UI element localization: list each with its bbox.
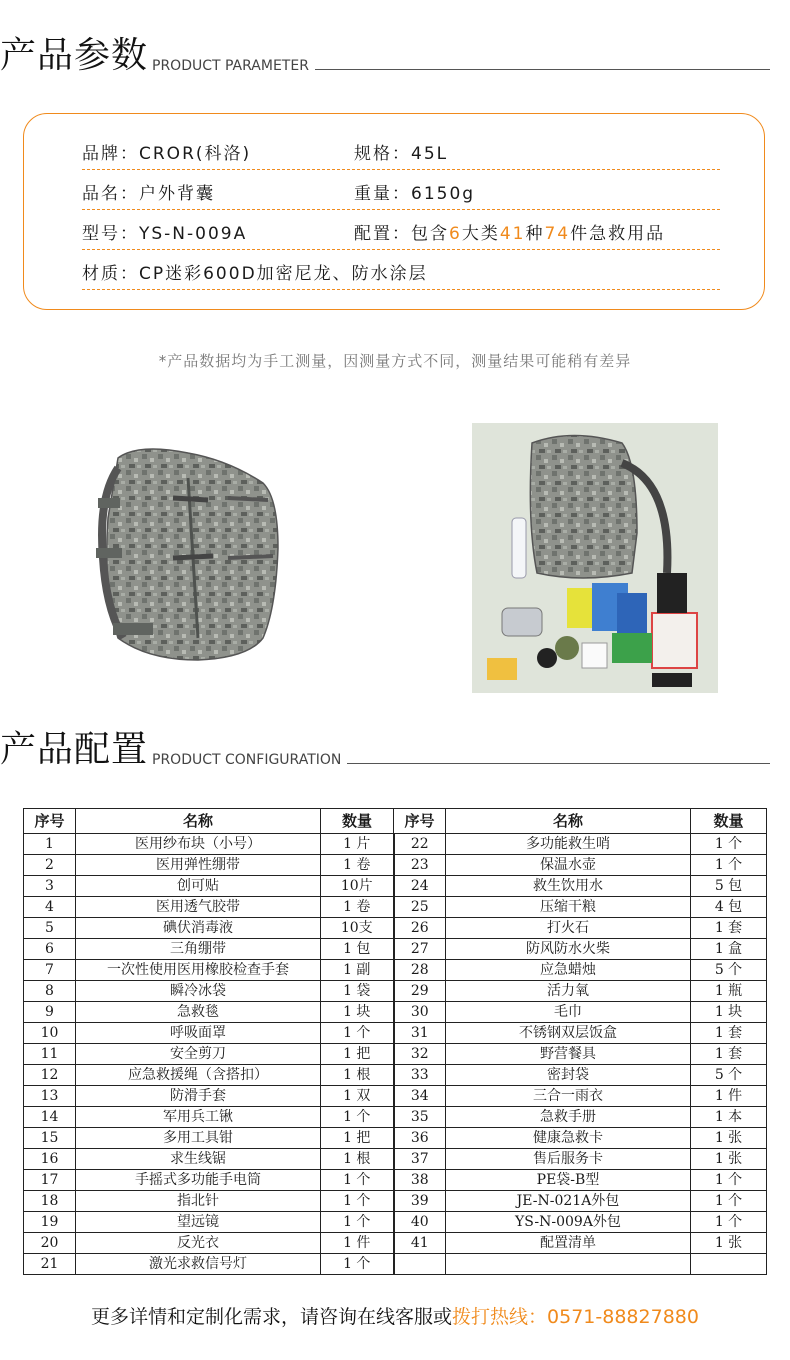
param-label: 材质： (82, 264, 139, 284)
cell-index: 17 (24, 1170, 76, 1191)
cell-quantity: 5 包 (691, 876, 767, 897)
param-label: 品名： (82, 184, 139, 204)
cell-name: 压缩干粮 (446, 897, 691, 918)
cell-name: 野营餐具 (446, 1044, 691, 1065)
cell-index: 39 (394, 1191, 446, 1212)
header-index: 序号 (24, 809, 76, 834)
cell-quantity: 1 卷 (321, 897, 394, 918)
cell-quantity: 1 块 (691, 1002, 767, 1023)
table-row (24, 1170, 767, 1191)
param-row-name (82, 171, 720, 210)
config-title-en: PRODUCT CONFIGURATION (152, 752, 342, 768)
backpack-contents-photo (472, 423, 718, 693)
table-row (24, 939, 767, 960)
cell-index: 5 (24, 918, 76, 939)
cell-quantity: 1 本 (691, 1107, 767, 1128)
table-row (24, 1023, 767, 1044)
cell-index: 15 (24, 1128, 76, 1149)
table-header-row (24, 809, 767, 834)
cell-index: 4 (24, 897, 76, 918)
cell-index: 24 (394, 876, 446, 897)
table-row (24, 834, 767, 855)
cell-quantity: 1 个 (691, 855, 767, 876)
table-row (24, 1191, 767, 1212)
cell-quantity: 1 个 (321, 1254, 394, 1275)
table-row (24, 1086, 767, 1107)
config-number: 41 (499, 224, 526, 244)
param-title-cn: 产品参数 (0, 35, 149, 76)
footer-text: 更多详情和定制化需求，请咨询在线客服或 (91, 1306, 453, 1328)
param-label: 品牌： (82, 144, 139, 164)
cell-quantity: 1 个 (321, 1023, 394, 1044)
cell-quantity: 1 根 (321, 1149, 394, 1170)
param-value: 45L (411, 144, 449, 164)
cell-name: 瞬冷冰袋 (76, 981, 321, 1002)
header-quantity: 数量 (321, 809, 394, 834)
cell-index: 3 (24, 876, 76, 897)
cell-name: 创可贴 (76, 876, 321, 897)
cell-quantity: 1 双 (321, 1086, 394, 1107)
cell-name: 激光求救信号灯 (76, 1254, 321, 1275)
backpack-side-photo (78, 438, 308, 673)
cell-index: 40 (394, 1212, 446, 1233)
cell-quantity: 1 个 (321, 1170, 394, 1191)
config-text: 种 (525, 224, 545, 244)
cell-name: 活力氧 (446, 981, 691, 1002)
param-value: 户外背囊 (139, 184, 215, 204)
cell-quantity: 4 包 (691, 897, 767, 918)
header-name: 名称 (76, 809, 321, 834)
cell-index: 29 (394, 981, 446, 1002)
cell-index: 10 (24, 1023, 76, 1044)
cell-index: 1 (24, 834, 76, 855)
cell-quantity: 1 卷 (321, 855, 394, 876)
cell-name: 医用纱布块（小号） (76, 834, 321, 855)
table-row (24, 1002, 767, 1023)
cell-index: 34 (394, 1086, 446, 1107)
cell-quantity: 5 个 (691, 960, 767, 981)
cell-quantity: 1 把 (321, 1128, 394, 1149)
param-label: 型号： (82, 224, 139, 244)
cell-name: 碘伏消毒液 (76, 918, 321, 939)
cell-name: 售后服务卡 (446, 1149, 691, 1170)
cell-quantity: 5 个 (691, 1065, 767, 1086)
cell-index: 8 (24, 981, 76, 1002)
cell-name: 急救手册 (446, 1107, 691, 1128)
configuration-table (23, 808, 767, 1275)
title-divider (315, 69, 770, 70)
cell-name: 保温水壶 (446, 855, 691, 876)
cell-index: 11 (24, 1044, 76, 1065)
table-row (24, 897, 767, 918)
cell-quantity: 1 个 (321, 1212, 394, 1233)
config-text: 大类 (461, 224, 500, 244)
cell-name: 指北针 (76, 1191, 321, 1212)
param-title-en: PRODUCT PARAMETER (152, 58, 309, 74)
cell-name: PE袋-B型 (446, 1170, 691, 1191)
cell-name: 医用弹性绷带 (76, 855, 321, 876)
cell-name: 密封袋 (446, 1065, 691, 1086)
cell-quantity: 1 瓶 (691, 981, 767, 1002)
cell-name: JE-N-021A外包 (446, 1191, 691, 1212)
cell-quantity: 1 个 (691, 834, 767, 855)
cell-quantity: 1 套 (691, 1023, 767, 1044)
cell-index: 19 (24, 1212, 76, 1233)
param-row-material (82, 251, 720, 290)
cell-index: 20 (24, 1233, 76, 1254)
cell-index: 14 (24, 1107, 76, 1128)
config-number: 6 (449, 224, 462, 244)
table-row (24, 1107, 767, 1128)
cell-index: 27 (394, 939, 446, 960)
cell-index: 33 (394, 1065, 446, 1086)
cell-quantity: 1 个 (321, 1107, 394, 1128)
cell-index: 18 (24, 1191, 76, 1212)
cell-quantity: 1 块 (321, 1002, 394, 1023)
cell-name: 多功能救生哨 (446, 834, 691, 855)
cell-quantity: 1 片 (321, 834, 394, 855)
cell-quantity: 10片 (321, 876, 394, 897)
cell-index: 37 (394, 1149, 446, 1170)
footer-contact (0, 1302, 790, 1329)
table-row (24, 981, 767, 1002)
cell-name: 毛巾 (446, 1002, 691, 1023)
cell-name: YS-N-009A外包 (446, 1212, 691, 1233)
cell-name: 应急救援绳（含搭扣） (76, 1065, 321, 1086)
config-title-cn: 产品配置 (0, 729, 149, 770)
cell-name: 医用透气胶带 (76, 897, 321, 918)
cell-name: 配置清单 (446, 1233, 691, 1254)
cell-name: 急救毯 (76, 1002, 321, 1023)
cell-index: 21 (24, 1254, 76, 1275)
table-row (24, 876, 767, 897)
cell-name: 打火石 (446, 918, 691, 939)
cell-name: 安全剪刀 (76, 1044, 321, 1065)
cell-name: 军用兵工锹 (76, 1107, 321, 1128)
cell-name: 健康急救卡 (446, 1128, 691, 1149)
cell-name: 手摇式多功能手电筒 (76, 1170, 321, 1191)
param-value: CROR(科洛) (139, 144, 252, 164)
footer-hotline: 拨打热线：0571-88827880 (452, 1306, 699, 1328)
cell-name: 救生饮用水 (446, 876, 691, 897)
param-label: 规格： (354, 144, 411, 164)
cell-index: 12 (24, 1065, 76, 1086)
cell-index: 7 (24, 960, 76, 981)
header-name: 名称 (446, 809, 691, 834)
cell-index: 26 (394, 918, 446, 939)
cell-quantity: 1 根 (321, 1065, 394, 1086)
cell-quantity: 1 个 (691, 1170, 767, 1191)
header-quantity: 数量 (691, 809, 767, 834)
cell-name: 三角绷带 (76, 939, 321, 960)
cell-quantity: 1 副 (321, 960, 394, 981)
header-index: 序号 (394, 809, 446, 834)
cell-quantity: 1 张 (691, 1149, 767, 1170)
cell-quantity: 1 张 (691, 1233, 767, 1254)
cell-name: 三合一雨衣 (446, 1086, 691, 1107)
cell-name (446, 1254, 691, 1275)
cell-index: 31 (394, 1023, 446, 1044)
table-row (24, 918, 767, 939)
param-value: 6150g (411, 184, 476, 204)
table-row (24, 1149, 767, 1170)
cell-index: 22 (394, 834, 446, 855)
config-text: 件急救用品 (570, 224, 666, 244)
table-row (24, 1128, 767, 1149)
param-value: CP迷彩600D加密尼龙、防水涂层 (139, 264, 428, 284)
cell-quantity (691, 1254, 767, 1275)
cell-name: 望远镜 (76, 1212, 321, 1233)
cell-index: 36 (394, 1128, 446, 1149)
cell-name: 求生线锯 (76, 1149, 321, 1170)
cell-index: 2 (24, 855, 76, 876)
cell-index: 9 (24, 1002, 76, 1023)
param-row-model (82, 211, 720, 250)
table-row (24, 1233, 767, 1254)
cell-name: 多用工具钳 (76, 1128, 321, 1149)
cell-index: 38 (394, 1170, 446, 1191)
title-divider (347, 763, 770, 764)
table-row (24, 1254, 767, 1275)
param-row-brand (82, 131, 720, 170)
cell-name: 反光衣 (76, 1233, 321, 1254)
table-row (24, 1065, 767, 1086)
config-number: 74 (544, 224, 571, 244)
table-row (24, 1212, 767, 1233)
cell-quantity: 1 件 (691, 1086, 767, 1107)
cell-index: 23 (394, 855, 446, 876)
cell-index: 35 (394, 1107, 446, 1128)
cell-index: 6 (24, 939, 76, 960)
cell-quantity: 1 个 (691, 1212, 767, 1233)
cell-quantity: 1 袋 (321, 981, 394, 1002)
cell-quantity: 1 件 (321, 1233, 394, 1254)
param-label: 重量： (354, 184, 411, 204)
cell-index: 28 (394, 960, 446, 981)
cell-quantity: 1 个 (321, 1191, 394, 1212)
cell-quantity: 1 套 (691, 918, 767, 939)
cell-quantity: 1 盒 (691, 939, 767, 960)
cell-name: 应急蜡烛 (446, 960, 691, 981)
cell-name: 防风防水火柴 (446, 939, 691, 960)
cell-index: 41 (394, 1233, 446, 1254)
cell-quantity: 1 把 (321, 1044, 394, 1065)
cell-index: 30 (394, 1002, 446, 1023)
cell-index: 25 (394, 897, 446, 918)
config-text: 包含 (411, 224, 449, 244)
param-section-title (0, 36, 770, 76)
config-section-title (0, 730, 770, 770)
cell-name: 防滑手套 (76, 1086, 321, 1107)
cell-quantity: 1 包 (321, 939, 394, 960)
cell-quantity: 1 个 (691, 1191, 767, 1212)
cell-quantity: 10支 (321, 918, 394, 939)
cell-index (394, 1254, 446, 1275)
cell-quantity: 1 套 (691, 1044, 767, 1065)
param-value: YS-N-009A (139, 224, 248, 244)
table-row (24, 855, 767, 876)
cell-index: 13 (24, 1086, 76, 1107)
cell-index: 32 (394, 1044, 446, 1065)
measurement-note: *产品数据均为手工测量，因测量方式不同，测量结果可能稍有差异 (158, 352, 632, 370)
cell-name: 一次性使用医用橡胶检查手套 (76, 960, 321, 981)
table-row (24, 960, 767, 981)
table-row (24, 1044, 767, 1065)
cell-quantity: 1 张 (691, 1128, 767, 1149)
param-label: 配置： (354, 224, 411, 244)
cell-name: 呼吸面罩 (76, 1023, 321, 1044)
cell-index: 16 (24, 1149, 76, 1170)
cell-name: 不锈钢双层饭盒 (446, 1023, 691, 1044)
